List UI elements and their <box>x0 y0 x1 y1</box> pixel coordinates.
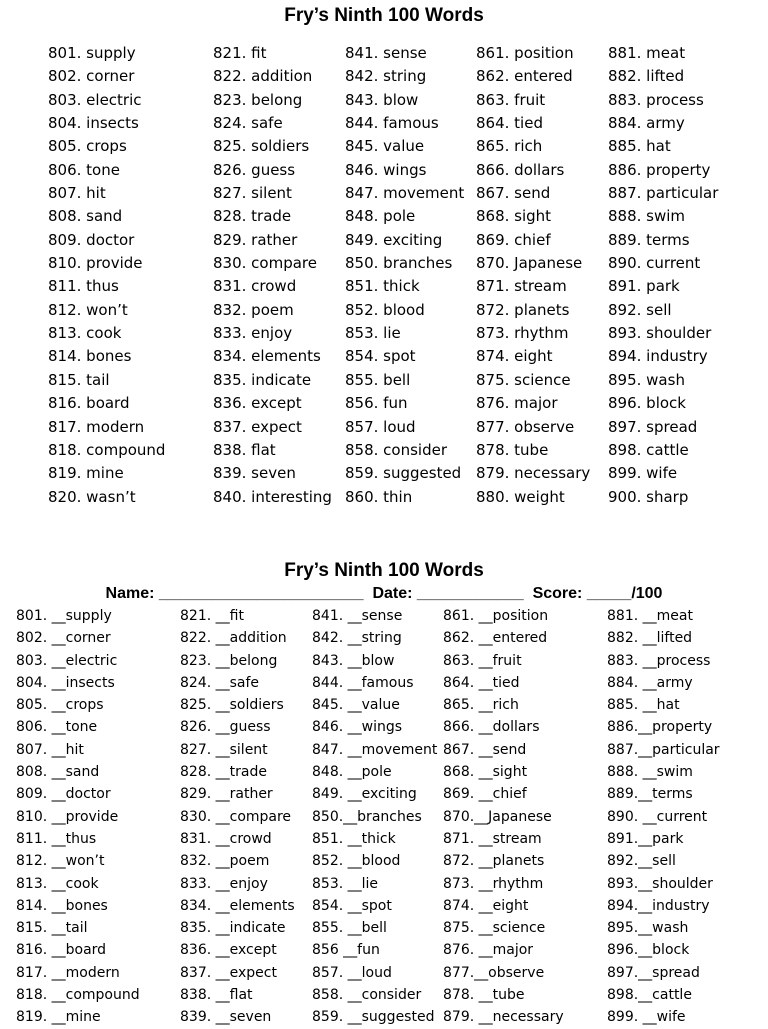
quiz-column-1 <box>16 605 140 1029</box>
word-item: 870. Japanese <box>476 254 583 273</box>
word-item: 825. soldiers <box>213 137 310 156</box>
word-item: 893. shoulder <box>608 324 712 343</box>
quiz-item: 853. __lie <box>312 875 379 892</box>
word-item: 839. seven <box>213 464 296 483</box>
quiz-item: 835. __indicate <box>180 920 286 937</box>
quiz-item: 844. __famous <box>312 674 414 691</box>
quiz-item: 816. __board <box>16 942 107 959</box>
quiz-item: 884. __army <box>607 674 693 691</box>
name-date-score-line: Name: _______________________ Date: ____________ Score: _____/100 <box>105 585 663 602</box>
word-item: 859. suggested <box>345 464 462 483</box>
word-item: 802. corner <box>48 67 135 86</box>
quiz-item: 841. __sense <box>312 608 403 624</box>
quiz-item: 899. __wife <box>607 1009 686 1026</box>
word-item: 876. major <box>476 394 558 413</box>
quiz-item: 823. __belong <box>180 652 278 669</box>
word-item: 872. planets <box>476 300 570 319</box>
quiz-item: 867. __send <box>443 741 527 758</box>
quiz-item: 838. __flat <box>180 987 253 1004</box>
quiz-item: 850.__branches <box>312 808 422 825</box>
quiz-item: 861. __position <box>443 608 549 624</box>
word-item: 833. enjoy <box>213 324 293 343</box>
word-item: 831. crowd <box>213 277 297 296</box>
quiz-item: 859. __suggested <box>312 1009 435 1026</box>
quiz-item: 819. __mine <box>16 1009 101 1026</box>
word-item: 829. rather <box>213 230 298 249</box>
quiz-item: 866. __dollars <box>443 719 540 736</box>
quiz-item: 890. __current <box>607 808 708 825</box>
word-item: 864. tied <box>476 114 543 133</box>
word-column-3 <box>345 42 464 509</box>
quiz-item: 878. __tube <box>443 987 525 1004</box>
quiz-title: Fry’s Ninth 100 Words <box>284 560 484 581</box>
word-item: 861. position <box>476 44 574 62</box>
word-item: 821. fit <box>213 44 267 62</box>
quiz-item: 898.__cattle <box>607 987 692 1004</box>
quiz-item: 813. __cook <box>16 875 99 892</box>
quiz-item: 815. __tail <box>16 920 88 937</box>
word-column-5 <box>608 42 718 509</box>
quiz-item: 881. __meat <box>607 608 693 624</box>
quiz-item: 851. __thick <box>312 830 396 847</box>
quiz-item: 843. __blow <box>312 652 395 669</box>
word-item: 898. cattle <box>608 440 689 459</box>
word-item: 827. silent <box>213 184 292 203</box>
quiz-item: 879. __necessary <box>443 1009 564 1026</box>
word-item: 897. spread <box>608 417 698 436</box>
quiz-item: 883. __process <box>607 652 711 669</box>
word-item: 803. electric <box>48 90 142 109</box>
word-item: 843. blow <box>345 90 419 109</box>
quiz-item: 801. __supply <box>16 608 112 624</box>
quiz-item: 828. __trade <box>180 764 267 781</box>
quiz-item: 871. __stream <box>443 830 542 847</box>
word-item: 869. chief <box>476 230 551 249</box>
quiz-item: 868. __sight <box>443 764 528 781</box>
word-item: 822. addition <box>213 67 313 86</box>
quiz-item: 889.__terms <box>607 786 693 803</box>
quiz-item: 834. __elements <box>180 897 295 914</box>
word-item: 854. spot <box>345 347 416 366</box>
word-item: 884. army <box>608 114 685 133</box>
quiz-item: 827. __silent <box>180 741 268 758</box>
word-item: 811. thus <box>48 277 119 296</box>
word-item: 820. wasn’t <box>48 487 136 506</box>
quiz-item: 837. __expect <box>180 964 277 981</box>
word-column-2 <box>213 42 332 509</box>
word-item: 826. guess <box>213 160 296 179</box>
word-item: 880. weight <box>476 487 565 506</box>
quiz-item: 846. __wings <box>312 719 403 736</box>
word-item: 866. dollars <box>476 160 565 179</box>
word-item: 812. won’t <box>48 300 128 319</box>
word-item: 849. exciting <box>345 230 443 249</box>
word-item: 814. bones <box>48 347 132 366</box>
quiz-item: 836. __except <box>180 942 277 959</box>
word-column-1 <box>48 42 165 509</box>
word-item: 807. hit <box>48 184 106 203</box>
word-item: 848. pole <box>345 207 416 226</box>
word-item: 867. send <box>476 184 551 203</box>
quiz-item: 812. __won’t <box>16 853 105 870</box>
word-column-4 <box>476 42 590 509</box>
word-item: 890. current <box>608 254 701 273</box>
word-item: 860. thin <box>345 487 413 506</box>
word-item: 840. interesting <box>213 487 332 506</box>
quiz-item: 821. __fit <box>180 608 244 624</box>
word-item: 899. wife <box>608 464 678 483</box>
quiz-item: 829. __rather <box>180 786 273 803</box>
quiz-column-5 <box>607 605 720 1029</box>
word-item: 835. indicate <box>213 370 312 389</box>
quiz-column-2 <box>180 605 295 1029</box>
word-item: 871. stream <box>476 277 567 296</box>
word-item: 818. compound <box>48 440 166 459</box>
page-title: Fry’s Ninth 100 Words <box>284 5 484 26</box>
quiz-item: 882. __lifted <box>607 630 693 647</box>
word-item: 892. sell <box>608 300 672 319</box>
word-item: 858. consider <box>345 440 447 459</box>
quiz-item: 888. __swim <box>607 764 693 781</box>
word-item: 806. tone <box>48 160 120 179</box>
word-item: 813. cook <box>48 324 122 343</box>
word-item: 810. provide <box>48 254 143 273</box>
word-item: 845. value <box>345 137 425 156</box>
quiz-item: 875. __science <box>443 920 546 937</box>
word-item: 852. blood <box>345 300 425 319</box>
word-item: 830. compare <box>213 254 317 273</box>
word-item: 823. belong <box>213 90 303 109</box>
word-item: 844. famous <box>345 114 439 133</box>
word-item: 846. wings <box>345 160 427 179</box>
quiz-item: 877.__observe <box>443 964 545 981</box>
word-item: 819. mine <box>48 464 124 483</box>
quiz-item: 894.__industry <box>607 897 710 914</box>
quiz-item: 814. __bones <box>16 897 108 914</box>
quiz-item: 852. __blood <box>312 853 401 870</box>
word-item: 804. insects <box>48 114 139 133</box>
quiz-item: 817. __modern <box>16 964 120 981</box>
quiz-column-4 <box>443 605 564 1029</box>
word-item: 874. eight <box>476 347 553 366</box>
quiz-item: 822. __addition <box>180 630 287 647</box>
quiz-item: 830. __compare <box>180 808 292 825</box>
quiz-item: 886.__property <box>607 719 713 736</box>
word-item: 851. thick <box>345 277 420 296</box>
word-item: 879. necessary <box>476 464 591 483</box>
word-item: 875. science <box>476 370 571 389</box>
quiz-item: 810. __provide <box>16 808 119 825</box>
word-item: 838. flat <box>213 440 276 459</box>
quiz-item: 811. __thus <box>16 830 97 847</box>
word-item: 828. trade <box>213 207 292 226</box>
quiz-item: 897.__spread <box>607 964 700 981</box>
quiz-item: 849. __exciting <box>312 786 417 803</box>
word-item: 894. industry <box>608 347 708 366</box>
quiz-item: 807. __hit <box>16 741 84 758</box>
quiz-item: 833. __enjoy <box>180 875 268 892</box>
word-item: 895. wash <box>608 370 685 389</box>
quiz-item: 805. __crops <box>16 697 104 714</box>
word-item: 832. poem <box>213 300 294 319</box>
word-item: 837. expect <box>213 417 302 436</box>
word-item: 815. tail <box>48 370 110 389</box>
quiz-column-3 <box>312 605 437 1029</box>
word-item: 863. fruit <box>476 90 546 109</box>
word-item: 882. lifted <box>608 67 685 86</box>
word-item: 878. tube <box>476 440 549 459</box>
quiz-item: 831. __crowd <box>180 830 272 847</box>
word-item: 847. movement <box>345 184 465 203</box>
quiz-item: 804. __insects <box>16 674 115 691</box>
quiz-item: 865. __rich <box>443 697 519 714</box>
quiz-item: 803. __electric <box>16 652 118 669</box>
word-item: 834. elements <box>213 347 321 366</box>
word-item: 888. swim <box>608 207 686 226</box>
word-item: 862. entered <box>476 67 573 86</box>
quiz-item: 855. __bell <box>312 920 387 937</box>
quiz-item: 802. __corner <box>16 630 111 647</box>
word-item: 817. modern <box>48 417 145 436</box>
quiz-item: 863. __fruit <box>443 652 522 669</box>
word-item: 855. bell <box>345 370 411 389</box>
quiz-item: 856 __fun <box>312 942 380 959</box>
quiz-item: 895.__wash <box>607 920 689 937</box>
quiz-item: 887.__particular <box>607 741 720 758</box>
quiz-item: 818. __compound <box>16 987 140 1004</box>
quiz-item: 845. __value <box>312 697 400 714</box>
quiz-item: 826. __guess <box>180 719 271 736</box>
quiz-item: 896.__block <box>607 942 690 959</box>
quiz-item: 858. __consider <box>312 987 422 1004</box>
word-item: 809. doctor <box>48 230 135 249</box>
word-item: 850. branches <box>345 254 453 273</box>
quiz-item: 892.__sell <box>607 853 676 870</box>
word-item: 853. lie <box>345 324 401 343</box>
word-item: 887. particular <box>608 184 719 203</box>
word-item: 891. park <box>608 277 680 296</box>
quiz-item: 839. __seven <box>180 1009 272 1026</box>
word-item: 824. safe <box>213 114 283 133</box>
quiz-item: 873. __rhythm <box>443 875 544 892</box>
word-item: 841. sense <box>345 44 427 62</box>
word-item: 883. process <box>608 90 704 109</box>
word-item: 873. rhythm <box>476 324 569 343</box>
quiz-item: 832. __poem <box>180 853 270 870</box>
word-item: 885. hat <box>608 137 671 156</box>
quiz-item: 872. __planets <box>443 853 545 870</box>
quiz-item: 857. __loud <box>312 964 392 981</box>
quiz-item: 824. __safe <box>180 674 260 691</box>
word-item: 857. loud <box>345 417 416 436</box>
word-item: 868. sight <box>476 207 552 226</box>
quiz-item: 891.__park <box>607 830 684 847</box>
word-item: 889. terms <box>608 230 690 249</box>
quiz-item: 809. __doctor <box>16 786 111 803</box>
word-item: 886. property <box>608 160 711 179</box>
word-item: 856. fun <box>345 394 408 413</box>
word-item: 900. sharp <box>608 487 689 506</box>
quiz-item: 842. __string <box>312 630 402 647</box>
quiz-item: 869. __chief <box>443 786 527 803</box>
word-item: 805. crops <box>48 137 127 156</box>
quiz-item: 874. __eight <box>443 897 529 914</box>
quiz-item: 854. __spot <box>312 897 392 914</box>
quiz-item: 848. __pole <box>312 764 392 781</box>
word-item: 816. board <box>48 394 130 413</box>
word-item: 865. rich <box>476 137 543 156</box>
word-item: 896. block <box>608 394 686 413</box>
quiz-item: 885. __hat <box>607 697 680 714</box>
word-item: 801. supply <box>48 44 136 62</box>
quiz-item: 806. __tone <box>16 719 98 736</box>
word-item: 877. observe <box>476 417 575 436</box>
quiz-item: 825. __soldiers <box>180 697 284 714</box>
quiz-item: 864. __tied <box>443 674 520 691</box>
quiz-item: 808. __sand <box>16 764 100 781</box>
quiz-item: 870.__Japanese <box>443 808 552 825</box>
quiz-item: 876. __major <box>443 942 534 959</box>
word-item: 808. sand <box>48 207 123 226</box>
quiz-item: 862. __entered <box>443 630 548 647</box>
word-item: 836. except <box>213 394 302 413</box>
word-item: 842. string <box>345 67 427 86</box>
quiz-item: 893.__shoulder <box>607 875 713 892</box>
word-item: 881. meat <box>608 44 686 62</box>
quiz-item: 847. __movement <box>312 741 438 758</box>
